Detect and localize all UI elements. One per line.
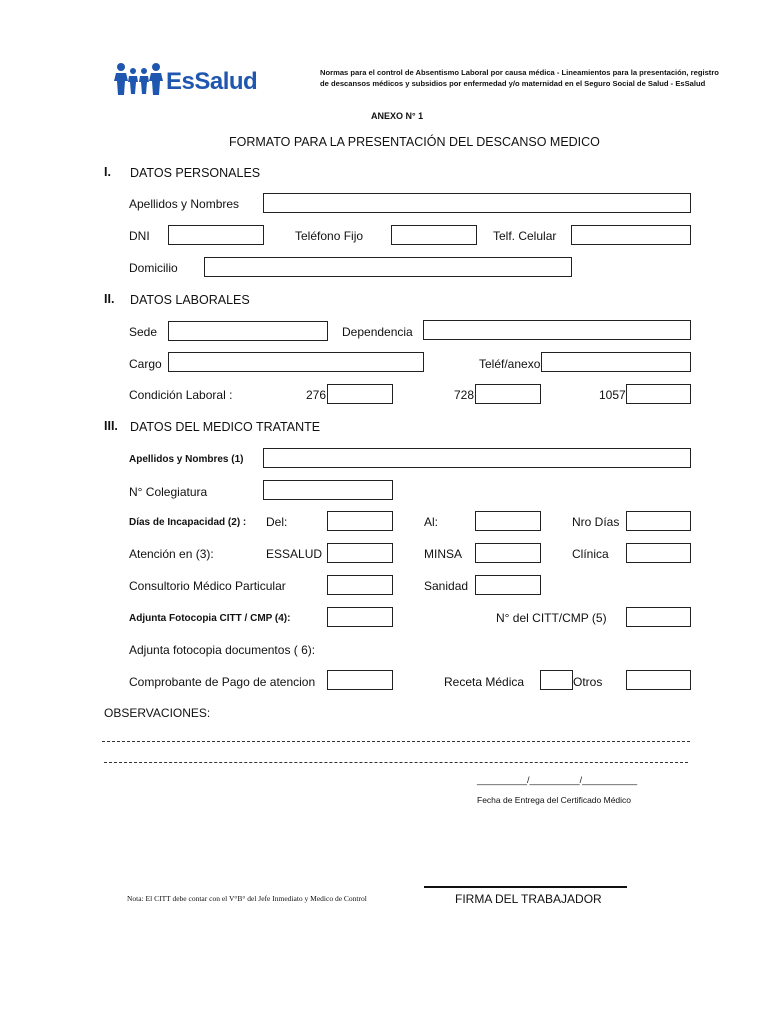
dependencia-label: Dependencia xyxy=(342,325,413,339)
regime-728-label: 728 xyxy=(454,388,475,402)
al-field[interactable] xyxy=(475,511,541,531)
section-2-number: II. xyxy=(104,292,115,306)
nro-citt-field[interactable] xyxy=(626,607,691,627)
firma-trabajador-label: FIRMA DEL TRABAJADOR xyxy=(455,892,602,906)
family-logo-icon xyxy=(114,62,164,98)
section-1-title: DATOS PERSONALES xyxy=(130,166,261,180)
clinica-checkbox[interactable] xyxy=(626,543,691,563)
cargo-label: Cargo xyxy=(129,357,162,371)
signature-line xyxy=(424,886,627,888)
sede-field[interactable] xyxy=(168,321,328,341)
del-label: Del: xyxy=(266,515,288,529)
apellidos-nombres-label: Apellidos y Nombres xyxy=(129,197,240,211)
otros-checkbox[interactable] xyxy=(626,670,691,690)
adjunta-citt-label: Adjunta Fotocopia CITT / CMP (4): xyxy=(129,613,291,624)
adjunta-citt-checkbox[interactable] xyxy=(327,607,393,627)
regime-728-checkbox[interactable] xyxy=(475,384,541,404)
apellidos-nombres-field[interactable] xyxy=(263,193,691,213)
condicion-laboral-label: Condición Laboral : xyxy=(129,388,233,402)
medico-apellidos-field[interactable] xyxy=(263,448,691,468)
minsa-label: MINSA xyxy=(424,547,463,561)
cargo-field[interactable] xyxy=(168,352,424,372)
comprobante-label: Comprobante de Pago de atencion xyxy=(129,675,316,689)
essalud-label: ESSALUD xyxy=(266,547,323,561)
telefono-fijo-label: Teléfono Fijo xyxy=(295,229,364,243)
dni-label: DNI xyxy=(129,229,150,243)
colegiatura-field[interactable] xyxy=(263,480,393,500)
essalud-checkbox[interactable] xyxy=(327,543,393,563)
annex-label: ANEXO N° 1 xyxy=(371,111,424,121)
dependencia-field[interactable] xyxy=(423,320,691,340)
form-title: FORMATO PARA LA PRESENTACIÓN DEL DESCANSO MEDICO xyxy=(229,135,600,149)
regime-276-label: 276 xyxy=(306,388,327,402)
del-field[interactable] xyxy=(327,511,393,531)
header-note xyxy=(320,67,719,89)
domicilio-field[interactable] xyxy=(204,257,572,277)
nro-citt-label: N° del CITT/CMP (5) xyxy=(496,611,607,625)
medico-apellidos-label: Apellidos y Nombres (1) xyxy=(129,454,244,465)
al-label: Al: xyxy=(424,515,439,529)
section-3-number: III. xyxy=(104,419,118,433)
consultorio-checkbox[interactable] xyxy=(327,575,393,595)
section-1-number: I. xyxy=(104,165,111,179)
minsa-checkbox[interactable] xyxy=(475,543,541,563)
regime-276-checkbox[interactable] xyxy=(327,384,393,404)
essalud-logo xyxy=(114,62,274,102)
observaciones-line-2[interactable] xyxy=(104,762,688,763)
section-3-title: DATOS DEL MEDICO TRATANTE xyxy=(130,420,321,434)
fecha-entrega-label: Fecha de Entrega del Certificado Médico xyxy=(477,795,632,805)
atencion-label: Atención en (3): xyxy=(129,547,214,561)
telf-celular-field[interactable] xyxy=(571,225,691,245)
colegiatura-label: N° Colegiatura xyxy=(129,485,208,499)
dias-incapacidad-label: Días de Incapacidad (2) : xyxy=(129,517,247,528)
dni-field[interactable] xyxy=(168,225,264,245)
receta-label: Receta Médica xyxy=(444,675,525,689)
clinica-label: Clínica xyxy=(572,547,609,561)
comprobante-checkbox[interactable] xyxy=(327,670,393,690)
nota-citt: Nota: El CITT debe contar con el V°B° del Jefe Inmediato y Medico de Control xyxy=(127,894,367,903)
sede-label: Sede xyxy=(129,325,158,339)
section-2-title: DATOS LABORALES xyxy=(130,293,250,307)
header-note-line-1: Normas para el control de Absentismo Laboral por causa médica - Lineamientos para la presentación, registro xyxy=(320,68,719,77)
otros-label: Otros xyxy=(573,675,603,689)
observaciones-title: OBSERVACIONES: xyxy=(104,706,211,720)
adjunta-docs-label: Adjunta fotocopia documentos ( 6): xyxy=(129,643,316,657)
sanidad-label: Sanidad xyxy=(424,579,469,593)
header-note-line-2: de descansos médicos y subsidios por enfermedad y/o maternidad en el Seguro Social de Salud - EsSalud xyxy=(320,79,706,88)
consultorio-label: Consultorio Médico Particular xyxy=(129,579,286,593)
telf-celular-label: Telf. Celular xyxy=(493,229,557,243)
telef-anexo-field[interactable] xyxy=(541,352,691,372)
receta-checkbox[interactable] xyxy=(540,670,573,690)
sanidad-checkbox[interactable] xyxy=(475,575,541,595)
regime-1057-label: 1057 xyxy=(599,388,626,402)
nro-dias-field[interactable] xyxy=(626,511,691,531)
telef-anexo-label: Teléf/anexo xyxy=(479,357,541,371)
observaciones-line-1[interactable] xyxy=(102,741,690,742)
regime-1057-checkbox[interactable] xyxy=(626,384,691,404)
fecha-entrega-blanks[interactable]: __________/__________/___________ xyxy=(477,775,638,785)
nro-dias-label: Nro Días xyxy=(572,515,620,529)
telefono-fijo-field[interactable] xyxy=(391,225,477,245)
logo-text: EsSalud xyxy=(166,68,258,95)
domicilio-label: Domicilio xyxy=(129,261,178,275)
